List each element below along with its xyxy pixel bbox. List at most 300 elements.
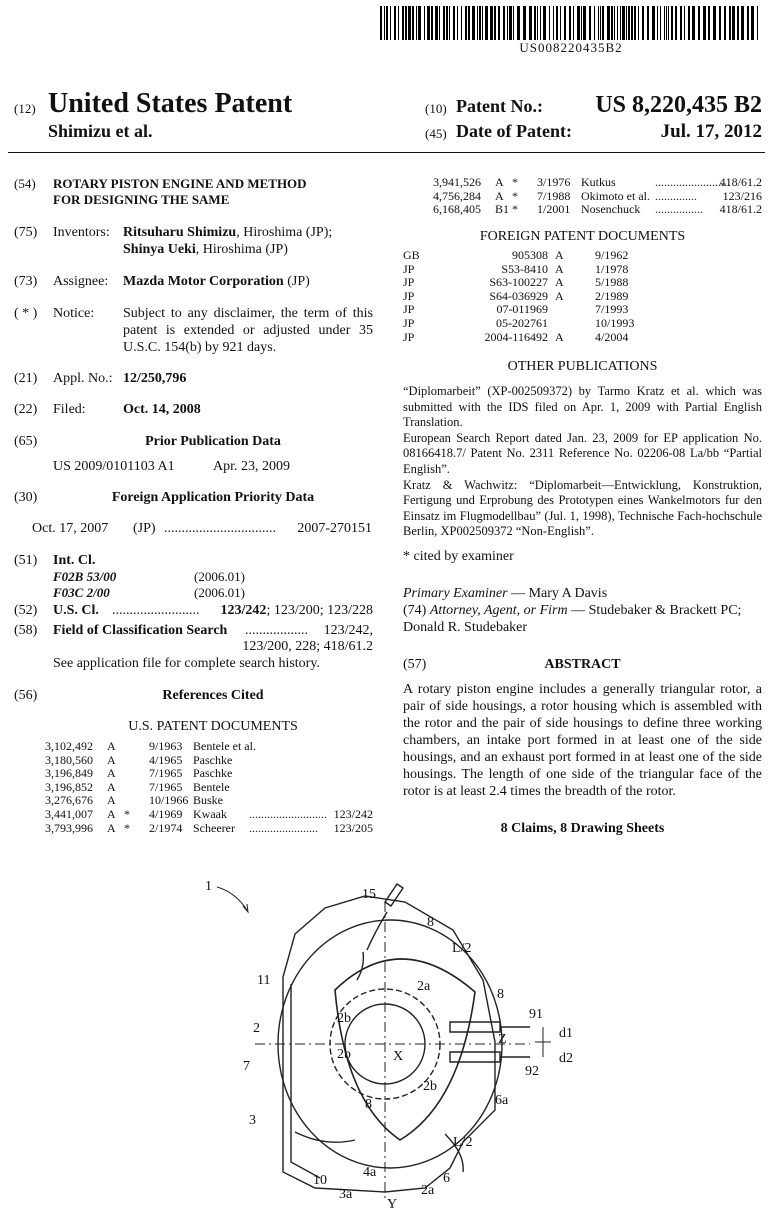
citation-country: JP [403, 329, 415, 344]
barcode-bar [494, 6, 496, 40]
citation-kind: A [495, 175, 504, 189]
notice-line-2: patent is extended or adjusted under 35 [123, 323, 373, 338]
spark-plug-92 [450, 1052, 500, 1062]
patent-number: US 8,220,435 B2 [595, 92, 762, 118]
barcode-bar [560, 6, 561, 40]
assignee-code: (73) [14, 274, 38, 289]
barcode-bar [671, 6, 673, 40]
citation-no: 3,441,007 [45, 806, 93, 821]
citation-kind: A [107, 806, 116, 821]
prior-date: Apr. 23, 2009 [213, 459, 290, 474]
intcl-code: (51) [14, 553, 38, 568]
citation-dots: ................ [655, 202, 703, 217]
title-line-1: ROTARY PISTON ENGINE AND METHOD [53, 176, 307, 191]
barcode-bar [569, 6, 571, 40]
citation-row [403, 317, 762, 331]
figure-label: 2b [423, 1079, 437, 1094]
us-docs-continued-table [433, 176, 762, 217]
citation-no: 3,180,560 [45, 752, 93, 767]
barcode-bar [719, 6, 721, 40]
citation-row [403, 263, 762, 277]
barcode-bar [534, 6, 536, 40]
barcode-bar [384, 6, 385, 40]
barcode-bar [600, 6, 601, 40]
figure-label: 11 [257, 973, 271, 988]
barcode-bar [443, 6, 445, 40]
barcode-bar [427, 6, 430, 40]
figure-label: 2a [417, 979, 431, 994]
citation-country: JP [403, 275, 415, 290]
citation-kind: A [107, 766, 116, 781]
citation-country: JP [403, 261, 415, 276]
barcode-bar [594, 6, 595, 40]
citation-kind: A [107, 739, 116, 753]
citation-no: S64-036929 [489, 288, 548, 303]
citation-date: 2/1989 [595, 288, 629, 303]
foreign-number: 2007-270151 [297, 521, 372, 536]
uscl-leader: ......................... [112, 603, 200, 618]
barcode-bar [626, 6, 627, 40]
barcode-bar [556, 6, 558, 40]
barcode-bar [564, 6, 566, 40]
refs-heading: References Cited [162, 688, 264, 703]
barcode-bar [631, 6, 633, 40]
barcode-bar [611, 6, 613, 40]
citation-no: 3,793,996 [45, 820, 93, 835]
barcode-bar [457, 6, 458, 40]
foreign-docs-heading: FOREIGN PATENT DOCUMENTS [479, 229, 686, 244]
barcode-bar [602, 6, 604, 40]
uscl-label: U.S. Cl. [53, 603, 99, 618]
figure-label: 8 [365, 1097, 372, 1112]
uscl-classes: 123/242; 123/200; 123/228 [220, 603, 373, 618]
citation-kind: A [555, 248, 564, 262]
citation-date: 4/1969 [149, 806, 183, 821]
field-note: See application file for complete search history. [53, 656, 320, 671]
barcode-bar [386, 6, 388, 40]
barcode-bar [513, 6, 514, 40]
barcode-bar [703, 6, 706, 40]
citation-star: * [512, 175, 518, 189]
citation-no: 3,196,849 [45, 766, 93, 781]
citation-name: Paschke [193, 752, 233, 767]
citation-kind: A [555, 261, 564, 276]
barcode-bar [424, 6, 425, 40]
barcode-bar [741, 6, 744, 40]
other-publication-entry: European Search Report dated Jan. 23, 2009 for EP application No. 08166418.7/ Patent No. 2311 Reference No. 02206-08 La/bb “Partial English”. [403, 430, 762, 476]
figure-label: 4a [363, 1165, 377, 1180]
barcode-bar [647, 6, 649, 40]
citation-date: 1/1978 [595, 261, 629, 276]
rotor [335, 959, 475, 1140]
citation-no: 3,941,526 [433, 175, 481, 189]
citation-row [45, 822, 373, 836]
barcode-bar [581, 6, 582, 40]
citation-kind: B1 [495, 202, 510, 217]
title-line-2: FOR DESIGNING THE SAME [53, 192, 230, 207]
foreign-code: (30) [14, 490, 38, 505]
citation-date: 9/1963 [149, 739, 183, 753]
citation-dots: .............. [655, 188, 697, 203]
barcode-bar [408, 6, 411, 40]
citation-kind: A [555, 329, 564, 344]
intcl-1: F02B 53/00 [53, 569, 117, 584]
citation-name: Bentele et al. [193, 739, 256, 753]
barcode-bar [757, 6, 758, 40]
figure-label: 92 [525, 1064, 539, 1079]
field-classes-1: 123/242, [323, 623, 373, 638]
intcl-1-version: (2006.01) [194, 569, 245, 584]
barcode-bar [461, 6, 462, 40]
us-docs-table [45, 740, 373, 835]
uscl-code: (52) [14, 603, 38, 618]
barcode-bar [737, 6, 739, 40]
barcode-bar [698, 6, 700, 40]
citation-kind: A [555, 288, 564, 303]
barcode-bar [507, 6, 508, 40]
inventor-2: Shinya Ueki, Hiroshima (JP) [123, 242, 288, 257]
barcode-bar [713, 6, 716, 40]
filed-label: Filed: [53, 402, 86, 417]
barcode-bar [468, 6, 470, 40]
field-leader: .................. [245, 623, 308, 638]
barcode-bar [589, 6, 591, 40]
figure-label: 10 [313, 1173, 327, 1188]
notice-label: Notice: [53, 306, 95, 321]
citation-row [45, 740, 373, 754]
barcode-bar [446, 6, 448, 40]
foreign-heading: Foreign Application Priority Data [111, 490, 315, 505]
barcode-bar [465, 6, 467, 40]
barcode-bar [692, 6, 695, 40]
citation-name: Nosenchuck [581, 202, 641, 217]
abstract-code: (57) [403, 657, 427, 672]
barcode-bar [479, 6, 481, 40]
barcode-bar [405, 6, 407, 40]
cited-note: * cited by examiner [403, 549, 514, 564]
barcode-bar [583, 6, 586, 40]
barcode-bar [439, 6, 440, 40]
barcode-bar [390, 6, 391, 40]
citation-dots: ......................... [655, 175, 730, 189]
citation-row [433, 176, 762, 190]
barcode-bar [688, 6, 690, 40]
citation-date: 10/1993 [595, 315, 635, 330]
barcode-bar [729, 6, 731, 40]
barcode-bar [617, 6, 618, 40]
citation-name: Bentele [193, 779, 230, 794]
figure-label: L/2 [452, 941, 472, 956]
barcode-bar [435, 6, 438, 40]
barcode-bar [498, 6, 500, 40]
figure-label: 2b [337, 1047, 351, 1062]
citation-country: JP [403, 302, 415, 317]
date-label: Date of Patent: [456, 121, 572, 141]
citation-date: 9/1962 [595, 248, 629, 262]
citation-name: Kwaak [193, 806, 227, 821]
us-docs-heading: U.S. PATENT DOCUMENTS [128, 719, 298, 734]
abstract-text: A rotary piston engine includes a generally triangular rotor, a pair of side housings, a rotor housing which is assembled with the rotor and the pair of side housings to define three working chambers, an intake port formed in at least one of the side housings, and an exhaust port formed in at least one of the side housings. The length of one side of the triangular face of the rotor is at least 2.4 times the breadth of the rotor. [403, 682, 762, 799]
barcode-bar [598, 6, 599, 40]
citation-row [403, 276, 762, 290]
barcode-bar [622, 6, 625, 40]
intcl-2: F03C 2/00 [53, 585, 110, 600]
header-divider [8, 152, 765, 153]
date-code: (45) [425, 126, 447, 141]
citation-date: 10/1966 [149, 793, 189, 808]
citation-name: Okimoto et al. [581, 188, 650, 203]
figure-label: d2 [559, 1051, 573, 1066]
citation-kind: A [107, 820, 116, 835]
barcode-bar [680, 6, 682, 40]
citation-date: 4/2004 [595, 329, 629, 344]
foreign-date: Oct. 17, 2007 [32, 521, 109, 536]
citation-date: 7/1965 [149, 779, 183, 794]
citation-kind: A [107, 752, 116, 767]
barcode-bar [664, 6, 665, 40]
prior-publication: US 2009/0101103 A1 [53, 459, 175, 474]
barcode-bar [675, 6, 677, 40]
citation-row [45, 781, 373, 795]
citation-no: 3,276,676 [45, 793, 93, 808]
barcode-bar [540, 6, 541, 40]
barcode-bar [453, 6, 455, 40]
citation-kind: A [555, 275, 564, 290]
assignee-label: Assignee: [53, 274, 109, 289]
figure-label: 1 [205, 879, 212, 894]
barcode-bar [543, 6, 546, 40]
barcode-bar [628, 6, 630, 40]
citation-row [433, 203, 762, 217]
intcl-label: Int. Cl. [53, 553, 96, 568]
citation-no: 2004-116492 [484, 329, 548, 344]
barcode-bar [642, 6, 644, 40]
figure-label: 7 [243, 1059, 250, 1074]
citation-star: * [124, 820, 130, 835]
citation-country: JP [403, 315, 415, 330]
field-label: Field of Classification Search [53, 623, 228, 638]
inventors-code: (75) [14, 225, 38, 240]
figure-label: Y [387, 1197, 398, 1211]
citation-cls: 418/61.2 [719, 175, 762, 189]
notice-line-3: U.S.C. 154(b) by 921 days. [123, 340, 277, 355]
barcode-bar [657, 6, 658, 40]
figure-label: Z [498, 1032, 507, 1047]
barcode-bar [666, 6, 667, 40]
barcode-bar [418, 6, 421, 40]
barcode-bar [620, 6, 621, 40]
inventor-1: Ritsuharu Shimizu, Hiroshima (JP); [123, 225, 333, 240]
figure-label: L/2 [453, 1135, 473, 1150]
title-code: (54) [14, 176, 36, 191]
other-publication-entry: Kratz & Wachwitz: “Diplomarbeit—Entwicklung, Konstruktion, Fertigung und Erprobung des Prototypen eines Wankelmotors fur den Einsatz im Flugmodellbau” (Jul. 1, 1998), Technische Fach-hochschule Berlin, XP002509372 “Non-English”. [403, 477, 762, 539]
barcode-bar [449, 6, 450, 40]
citation-no: S63-100227 [489, 275, 548, 290]
field-code: (58) [14, 623, 38, 638]
citation-date: 7/1988 [537, 188, 571, 203]
appl-label: Appl. No.: [53, 371, 113, 386]
barcode-bar [380, 6, 382, 40]
citation-dots: .......................... [249, 806, 327, 821]
citation-kind: A [107, 779, 116, 794]
figure-label: 8 [497, 987, 504, 1002]
figure-label: 6 [443, 1171, 450, 1186]
other-pubs-heading: OTHER PUBLICATIONS [507, 359, 658, 374]
citation-date: 1/2001 [537, 202, 571, 217]
citation-name: Buske [193, 793, 223, 808]
citation-row [45, 754, 373, 768]
barcode-bar [660, 6, 661, 40]
citation-star: * [512, 202, 518, 217]
barcode-bar [549, 6, 550, 40]
other-publication-entry: “Diplomarbeit” (XP-002509372) by Tarmo Kratz et al. which was submitted with the IDS filed on Apr. 1, 2009 with Partial English Translation. [403, 384, 762, 430]
citation-star: * [512, 188, 518, 203]
barcode-bar [431, 6, 433, 40]
barcode-bar [402, 6, 404, 40]
foreign-country: (JP) [133, 521, 156, 536]
citation-cls: 123/242 [333, 806, 373, 821]
barcode-bar [537, 6, 538, 40]
prior-code: (65) [14, 434, 38, 449]
citation-no: 05-202761 [496, 315, 548, 330]
barcode-bar [482, 6, 483, 40]
barcode-bar [416, 6, 417, 40]
appl-code: (21) [14, 371, 38, 386]
barcode-bar [747, 6, 749, 40]
figure-label: 15 [362, 887, 376, 902]
injector-15 [385, 884, 403, 906]
citation-no: 07-011969 [496, 302, 548, 317]
citation-date: 4/1965 [149, 752, 183, 767]
citation-name: Paschke [193, 766, 233, 781]
figure-label: 2b [337, 1011, 351, 1026]
notice-code: ( * ) [14, 306, 38, 321]
barcode-bar [398, 6, 399, 40]
citation-no: 905308 [512, 248, 548, 262]
prior-heading: Prior Publication Data [145, 434, 281, 449]
citation-cls: 123/216 [722, 188, 762, 203]
citation-name: Kutkus [581, 175, 616, 189]
patent-no-code: (10) [425, 101, 447, 116]
citation-row [403, 290, 762, 304]
citation-row [45, 767, 373, 781]
barcode-bar [724, 6, 726, 40]
citation-date: 5/1988 [595, 275, 629, 290]
citation-row [403, 303, 762, 317]
patent-no-label: Patent No.: [456, 96, 543, 116]
citation-country: JP [403, 288, 415, 303]
barcode-bar [477, 6, 478, 40]
assignee: Mazda Motor Corporation (JP) [123, 274, 310, 289]
figure-label: 8 [427, 915, 434, 930]
figure-label: 3 [249, 1113, 256, 1128]
barcode-bar [573, 6, 574, 40]
citation-no: S53-8410 [501, 261, 548, 276]
citation-date: 2/1974 [149, 820, 183, 835]
barcode-number: US008220435B2 [519, 40, 623, 55]
citation-no: 3,102,492 [45, 739, 93, 753]
document-kind: United States Patent [48, 88, 293, 119]
intcl-2-version: (2006.01) [194, 585, 245, 600]
inventors-label: Inventors: [53, 225, 110, 240]
barcode-bar [490, 6, 493, 40]
appl-number: 12/250,796 [123, 371, 187, 386]
barcode-bar [652, 6, 655, 40]
primary-examiner: Primary Examiner — Mary A Davis [403, 586, 608, 601]
claims-summary: 8 Claims, 8 Drawing Sheets [500, 821, 665, 836]
citation-no: 3,196,852 [45, 779, 93, 794]
citation-row [45, 808, 373, 822]
citation-dots: ....................... [249, 820, 318, 835]
citation-date: 7/1993 [595, 302, 629, 317]
authors: Shimizu et al. [48, 121, 153, 141]
figure-label: X [393, 1049, 404, 1064]
filed-code: (22) [14, 402, 38, 417]
barcode-bar [668, 6, 669, 40]
attorney: (74) Attorney, Agent, or Firm — Studebaker & Brackett PC; [403, 603, 742, 618]
figure-label: 3a [339, 1187, 353, 1202]
citation-cls: 123/205 [333, 820, 373, 835]
foreign-leader: ................................ [164, 521, 276, 536]
citation-row [45, 794, 373, 808]
citation-row [433, 190, 762, 204]
barcode-bar [732, 6, 735, 40]
citation-row [403, 331, 762, 345]
barcode-bar [529, 6, 532, 40]
figure-label: 91 [529, 1007, 543, 1022]
engine-drawing [195, 872, 595, 1211]
refs-code: (56) [14, 688, 38, 703]
citation-star: * [124, 806, 130, 821]
figure-label: d1 [559, 1026, 573, 1041]
filed-date: Oct. 14, 2008 [123, 402, 201, 417]
barcode-bar [634, 6, 636, 40]
citation-name: Scheerer [193, 820, 235, 835]
housing-inner-line [291, 984, 320, 1178]
barcode-bar [577, 6, 580, 40]
notice-line-1: Subject to any disclaimer, the term of this [123, 306, 373, 321]
barcode-bar [523, 6, 526, 40]
barcode-bar [412, 6, 414, 40]
barcode-bar [394, 6, 396, 40]
citation-kind: A [495, 188, 504, 203]
barcode-bar [684, 6, 685, 40]
barcode [380, 6, 762, 40]
barcode-bar [503, 6, 505, 40]
attorney-2: Donald R. Studebaker [403, 620, 528, 635]
other-publications [403, 384, 762, 540]
citation-kind: A [107, 793, 116, 808]
barcode-bar [708, 6, 710, 40]
foreign-docs-table [403, 249, 762, 344]
barcode-bar [553, 6, 554, 40]
citation-cls: 418/61.2 [719, 202, 762, 217]
figure-label: 2a [421, 1183, 435, 1198]
barcode-bar [751, 6, 754, 40]
patent-date: Jul. 17, 2012 [660, 121, 762, 142]
barcode-bar [607, 6, 610, 40]
field-classes-2: 123/200, 228; 418/61.2 [242, 639, 373, 654]
abstract-heading: ABSTRACT [544, 657, 621, 672]
citation-date: 3/1976 [537, 175, 571, 189]
barcode-bar [517, 6, 520, 40]
kind-code: (12) [14, 101, 36, 116]
citation-country: GB [403, 248, 420, 262]
citation-no: 4,756,284 [433, 188, 481, 203]
figure-label: 6a [495, 1093, 509, 1108]
barcode-bar [509, 6, 512, 40]
barcode-bar [472, 6, 475, 40]
